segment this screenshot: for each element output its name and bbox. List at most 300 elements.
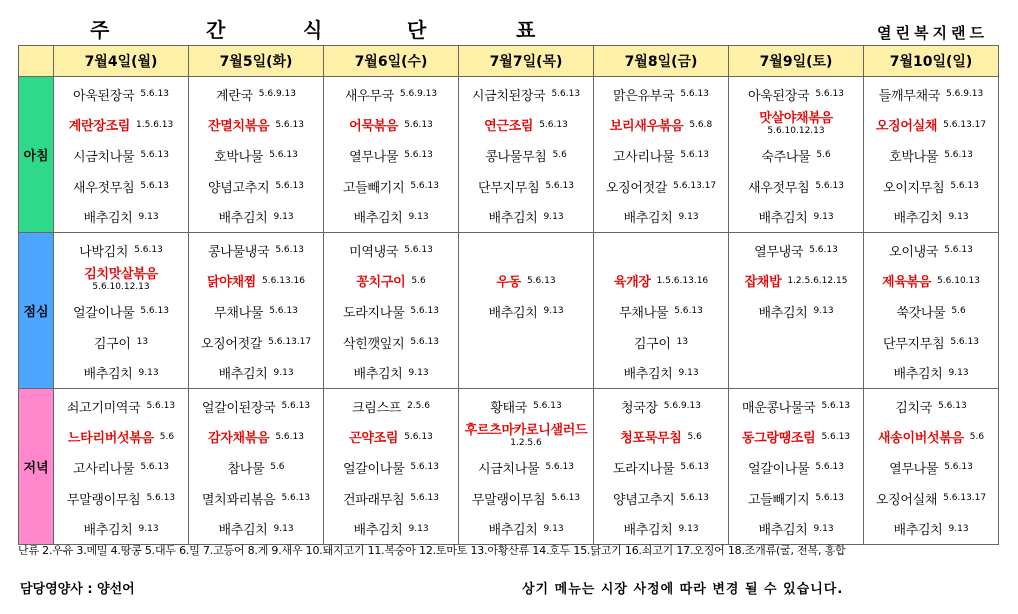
dish-name: 맛살야채볶음 bbox=[759, 110, 833, 126]
allergen-codes: 5.6.13 bbox=[815, 462, 844, 473]
dish-name: 고사리나물 bbox=[613, 149, 675, 165]
dish-name: 크림스프 bbox=[352, 400, 402, 416]
meal-label: 저녁 bbox=[19, 388, 54, 544]
allergen-codes: 1.5.6.13 bbox=[136, 119, 174, 130]
menu-item bbox=[189, 452, 323, 483]
allergen-codes: 5.6.13 bbox=[680, 462, 709, 473]
allergen-codes: 5.6 bbox=[270, 462, 285, 473]
menu-item bbox=[324, 266, 458, 297]
menu-item bbox=[729, 79, 863, 110]
menu-item bbox=[594, 452, 728, 483]
dish-name: 오징어젓갈 bbox=[200, 336, 263, 352]
dish-name: 배추김치 bbox=[893, 211, 943, 227]
dish-name: 동그랑땡조림 bbox=[741, 431, 816, 447]
menu-item bbox=[189, 140, 323, 171]
menu-item bbox=[54, 79, 188, 110]
menu-item bbox=[189, 110, 323, 141]
menu-item bbox=[459, 422, 593, 453]
allergen-codes: 9.13 bbox=[813, 523, 834, 534]
menu-item bbox=[54, 327, 188, 358]
dish-name: 무채나물 bbox=[619, 305, 669, 321]
menu-item bbox=[324, 452, 458, 483]
menu-item bbox=[864, 201, 998, 232]
dish-name: 우동 bbox=[496, 275, 521, 291]
corner-cell bbox=[19, 46, 54, 77]
dish-name: 얼갈이나물 bbox=[73, 305, 135, 321]
dish-name: 참나물 bbox=[227, 461, 265, 477]
allergen-codes: 5.6.13 bbox=[275, 431, 304, 442]
dish-name: 오징어실채 bbox=[875, 119, 938, 135]
dish-name: 시금치된장국 bbox=[471, 88, 546, 104]
dish-name: 계란장조림 bbox=[68, 119, 131, 135]
dish-name: 배추김치 bbox=[758, 305, 808, 321]
allergen-codes: 5.6.9.13 bbox=[946, 89, 984, 100]
dish-name: 배추김치 bbox=[758, 523, 808, 539]
allergen-codes: 5.6 bbox=[552, 150, 567, 161]
allergen-codes: 5.6.13 bbox=[944, 245, 973, 256]
menu-item bbox=[54, 296, 188, 327]
allergen-codes: 5.6.13.17 bbox=[268, 337, 312, 348]
allergen-codes: 2.5.6 bbox=[407, 401, 430, 412]
menu-item bbox=[864, 79, 998, 110]
allergen-codes: 1.2.5.6 bbox=[510, 437, 542, 448]
menu-item bbox=[594, 513, 728, 544]
day-header: 7월8일(금) bbox=[594, 46, 729, 77]
dish-name: 얼갈이나물 bbox=[748, 461, 810, 477]
dish-name: 곤약조림 bbox=[349, 431, 399, 447]
menu-item bbox=[459, 171, 593, 202]
menu-item bbox=[324, 357, 458, 388]
meal-row bbox=[19, 388, 999, 544]
menu-item bbox=[324, 483, 458, 514]
allergen-codes: 5.6.13 bbox=[281, 493, 311, 504]
dish-name: 계란국 bbox=[216, 88, 253, 104]
menu-item bbox=[864, 296, 998, 327]
day-header: 7월9일(토) bbox=[729, 46, 864, 77]
day-header: 7월4일(월) bbox=[54, 46, 189, 77]
dish-name: 열무나물 bbox=[349, 149, 399, 165]
dish-name: 어묵볶음 bbox=[349, 119, 399, 135]
menu-item bbox=[729, 513, 863, 544]
menu-item bbox=[594, 140, 728, 171]
allergen-codes: 5.6 bbox=[687, 431, 702, 442]
allergen-codes: 5.6.13 bbox=[539, 119, 568, 130]
allergen-codes: 5.6.13 bbox=[269, 150, 298, 161]
menu-change-notice: 상기 메뉴는 시장 사정에 따라 변경 될 수 있습니다. bbox=[522, 582, 844, 597]
allergen-codes: 5.6.10.13 bbox=[937, 275, 980, 286]
allergen-codes: 5.6.13 bbox=[275, 245, 304, 256]
menu-item bbox=[594, 327, 728, 358]
allergen-codes: 5.6 bbox=[159, 431, 175, 442]
menu-item bbox=[189, 513, 323, 544]
allergen-codes: 9.13 bbox=[273, 211, 294, 222]
menu-cell bbox=[54, 232, 189, 388]
dish-name: 도라지나물 bbox=[613, 461, 675, 477]
allergen-codes: 5.6.13 bbox=[526, 275, 556, 286]
allergen-codes: 5.6.13.17 bbox=[673, 181, 717, 192]
menu-item bbox=[729, 327, 863, 358]
menu-cell bbox=[729, 77, 864, 233]
allergen-codes: 5.6.13 bbox=[533, 401, 562, 412]
allergen-codes: 5.6.13 bbox=[674, 306, 703, 317]
allergen-codes: 5.6.13 bbox=[140, 306, 169, 317]
allergen-codes: 13 bbox=[676, 337, 689, 348]
allergen-codes: 9.13 bbox=[813, 211, 834, 222]
page-title-char: 식 bbox=[303, 18, 323, 42]
menu-item bbox=[189, 327, 323, 358]
menu-cell bbox=[729, 388, 864, 544]
meal-row bbox=[19, 77, 999, 233]
dish-name: 배추김치 bbox=[218, 523, 268, 539]
allergen-codes: 1.2.5.6.12.15 bbox=[787, 275, 848, 286]
dish-name: 느타리버섯볶음 bbox=[67, 431, 154, 447]
menu-item bbox=[189, 422, 323, 453]
menu-item bbox=[459, 483, 593, 514]
dish-name: 배추김치 bbox=[353, 367, 403, 383]
menu-cell bbox=[459, 77, 594, 233]
dish-name: 들깨무채국 bbox=[878, 88, 941, 104]
menu-item bbox=[864, 483, 998, 514]
allergen-codes: 5.6.13 bbox=[680, 89, 709, 100]
page-title-char: 단 bbox=[407, 18, 427, 42]
menu-item bbox=[54, 452, 188, 483]
menu-item bbox=[729, 171, 863, 202]
allergen-codes: 5.6.13 bbox=[821, 431, 851, 442]
page-header bbox=[0, 0, 1018, 44]
allergen-codes: 5.6.13 bbox=[146, 401, 176, 412]
menu-item bbox=[324, 296, 458, 327]
dish-name: 무채나물 bbox=[214, 305, 264, 321]
dish-name: 후르츠마카로니샐러드 bbox=[464, 422, 588, 438]
menu-cell bbox=[189, 77, 324, 233]
allergen-codes: 9.13 bbox=[948, 523, 969, 534]
allergen-codes: 5.6.13 bbox=[821, 401, 851, 412]
menu-item bbox=[54, 235, 188, 266]
menu-cell bbox=[54, 77, 189, 233]
menu-cell bbox=[594, 232, 729, 388]
menu-item bbox=[189, 296, 323, 327]
allergen-codes: 5.6.13 bbox=[140, 150, 169, 161]
dish-name: 열무나물 bbox=[889, 461, 939, 477]
menu-item bbox=[594, 483, 728, 514]
menu-item bbox=[459, 79, 593, 110]
menu-item bbox=[459, 296, 593, 327]
allergen-codes: 9.13 bbox=[138, 367, 159, 378]
allergen-codes: 9.13 bbox=[948, 367, 969, 378]
menu-item bbox=[189, 357, 323, 388]
menu-item bbox=[459, 391, 593, 422]
dish-name: 육개장 bbox=[613, 275, 651, 291]
dish-name: 배추김치 bbox=[83, 367, 133, 383]
dish-name: 시금치나물 bbox=[478, 461, 540, 477]
allergen-codes: 5.6.13.17 bbox=[943, 493, 987, 504]
allergen-codes: 5.6.13 bbox=[275, 119, 304, 130]
allergen-codes: 5.6.13.16 bbox=[262, 275, 305, 286]
menu-item bbox=[864, 327, 998, 358]
allergen-codes: 1.5.6.13.16 bbox=[656, 275, 709, 286]
menu-item bbox=[729, 235, 863, 266]
dish-name: 오징어젓갈 bbox=[605, 180, 668, 196]
menu-cell bbox=[864, 388, 999, 544]
menu-item bbox=[594, 357, 728, 388]
page-title-char: 주 bbox=[90, 18, 110, 42]
menu-item bbox=[54, 391, 188, 422]
dish-name: 삭힌깻잎지 bbox=[343, 336, 405, 352]
day-header: 7월10일(일) bbox=[864, 46, 999, 77]
dish-name: 보리새우볶음 bbox=[609, 119, 684, 135]
dish-name: 제육볶음 bbox=[882, 275, 932, 291]
menu-item bbox=[729, 201, 863, 232]
allergen-codes: 5.6 bbox=[816, 150, 831, 161]
menu-item bbox=[54, 201, 188, 232]
menu-item bbox=[54, 110, 188, 141]
menu-item bbox=[729, 266, 863, 297]
allergen-codes: 5.6.13 bbox=[140, 462, 169, 473]
dish-name: 매운콩나물국 bbox=[741, 400, 816, 416]
dish-name: 시금치나물 bbox=[73, 149, 135, 165]
menu-item bbox=[54, 513, 188, 544]
allergen-codes: 9.13 bbox=[543, 306, 564, 317]
dish-name: 오징어실채 bbox=[875, 492, 938, 508]
menu-item bbox=[324, 171, 458, 202]
menu-item bbox=[324, 513, 458, 544]
menu-item bbox=[864, 140, 998, 171]
dish-name: 황태국 bbox=[490, 400, 528, 416]
menu-body bbox=[19, 77, 999, 545]
menu-item bbox=[729, 296, 863, 327]
allergen-codes: 9.13 bbox=[138, 211, 159, 222]
dish-name: 호박나물 bbox=[214, 149, 264, 165]
menu-item bbox=[864, 235, 998, 266]
meal-label: 점심 bbox=[19, 232, 54, 388]
allergen-codes: 5.6.13 bbox=[410, 181, 439, 192]
dish-name: 청포묵무침 bbox=[620, 431, 682, 447]
dish-name: 아욱된장국 bbox=[748, 88, 810, 104]
allergen-codes: 5.6.9.13 bbox=[258, 89, 296, 100]
menu-item bbox=[459, 327, 593, 358]
menu-item bbox=[324, 391, 458, 422]
menu-item bbox=[594, 235, 728, 266]
allergen-codes: 5.6.13 bbox=[944, 150, 973, 161]
allergen-codes: 9.13 bbox=[813, 306, 834, 317]
dish-name: 잔멸치볶음 bbox=[208, 119, 270, 135]
menu-item bbox=[594, 391, 728, 422]
menu-item bbox=[189, 391, 323, 422]
menu-item bbox=[594, 266, 728, 297]
menu-item bbox=[189, 483, 323, 514]
allergen-codes: 5.6.13 bbox=[809, 245, 838, 256]
dish-name: 배추김치 bbox=[218, 211, 268, 227]
dish-name: 양념고추지 bbox=[208, 180, 270, 196]
dish-name: 배추김치 bbox=[353, 523, 403, 539]
menu-cell bbox=[324, 388, 459, 544]
allergen-codes: 5.6.13 bbox=[410, 337, 439, 348]
allergen-codes: 5.6.13 bbox=[680, 150, 709, 161]
menu-item bbox=[729, 483, 863, 514]
allergen-codes: 13 bbox=[136, 337, 149, 348]
dish-name: 단무지무침 bbox=[478, 180, 540, 196]
allergen-codes: 5.6.13 bbox=[815, 181, 844, 192]
allergen-codes: 5.6.13 bbox=[815, 89, 844, 100]
menu-item bbox=[729, 140, 863, 171]
menu-item bbox=[54, 422, 188, 453]
menu-cell bbox=[729, 232, 864, 388]
menu-item bbox=[594, 79, 728, 110]
allergen-codes: 5.6.13 bbox=[551, 493, 581, 504]
menu-cell bbox=[864, 77, 999, 233]
allergen-codes: 5.6 bbox=[951, 306, 966, 317]
allergen-codes: 5.6.13 bbox=[410, 306, 439, 317]
dish-name: 호박나물 bbox=[889, 149, 939, 165]
dish-name: 배추김치 bbox=[623, 367, 673, 383]
allergen-codes: 9.13 bbox=[273, 523, 294, 534]
allergen-codes: 5.6.13 bbox=[275, 181, 304, 192]
menu-item bbox=[729, 110, 863, 141]
allergen-codes: 9.13 bbox=[408, 211, 429, 222]
allergen-codes: 5.6.13 bbox=[404, 119, 433, 130]
dish-name: 새우젓무침 bbox=[73, 180, 135, 196]
dish-name: 배추김치 bbox=[353, 211, 403, 227]
allergen-codes: 5.6.8 bbox=[689, 119, 713, 130]
dish-name: 오이지무침 bbox=[883, 180, 945, 196]
dish-name: 배추김치 bbox=[83, 523, 133, 539]
dish-name: 배추김치 bbox=[623, 523, 673, 539]
menu-item bbox=[459, 357, 593, 388]
allergen-codes: 5.6.13 bbox=[938, 401, 967, 412]
menu-item bbox=[729, 452, 863, 483]
allergen-codes: 5.6.13 bbox=[140, 181, 169, 192]
menu-item bbox=[864, 452, 998, 483]
weekly-menu-table bbox=[18, 45, 999, 545]
allergen-codes: 9.13 bbox=[408, 523, 429, 534]
brand-name: 열린복지랜드 bbox=[877, 24, 988, 42]
dish-name: 김구이 bbox=[93, 336, 131, 352]
dish-name: 배추김치 bbox=[758, 211, 808, 227]
menu-item bbox=[864, 171, 998, 202]
dish-name: 배추김치 bbox=[218, 367, 268, 383]
menu-cell bbox=[189, 388, 324, 544]
dish-name: 무말랭이무침 bbox=[66, 492, 141, 508]
dish-name: 단무지무침 bbox=[883, 336, 945, 352]
dish-name: 오이냉국 bbox=[889, 244, 939, 260]
menu-item bbox=[594, 296, 728, 327]
allergen-codes: 9.13 bbox=[678, 523, 699, 534]
day-header: 7월7일(목) bbox=[459, 46, 594, 77]
dish-name: 고사리나물 bbox=[73, 461, 135, 477]
dish-name: 쇠고기미역국 bbox=[66, 400, 141, 416]
menu-cell bbox=[324, 232, 459, 388]
menu-item bbox=[594, 110, 728, 141]
menu-item bbox=[459, 513, 593, 544]
allergen-codes: 5.6.13 bbox=[410, 462, 439, 473]
allergen-codes: 5.6 bbox=[411, 275, 426, 286]
allergen-codes: 9.13 bbox=[948, 211, 969, 222]
dish-name: 쑥갓나물 bbox=[896, 305, 946, 321]
allergen-codes: 5.6.13 bbox=[950, 337, 979, 348]
dish-name: 고들빼기지 bbox=[748, 492, 810, 508]
menu-cell bbox=[594, 388, 729, 544]
allergen-codes: 5.6.13 bbox=[545, 462, 574, 473]
allergen-codes: 5.6.10.12.13 bbox=[767, 125, 825, 136]
menu-item bbox=[189, 201, 323, 232]
menu-item bbox=[54, 266, 188, 297]
menu-item bbox=[864, 357, 998, 388]
dish-name: 잡채밥 bbox=[744, 275, 782, 291]
dish-name: 배추김치 bbox=[623, 211, 673, 227]
menu-item bbox=[459, 140, 593, 171]
dish-name: 연근조림 bbox=[484, 119, 534, 135]
menu-cell bbox=[459, 232, 594, 388]
menu-item bbox=[189, 79, 323, 110]
menu-item bbox=[324, 422, 458, 453]
meal-label: 아침 bbox=[19, 77, 54, 233]
allergen-codes: 5.6.13.17 bbox=[943, 119, 987, 130]
dish-name: 배추김치 bbox=[893, 367, 943, 383]
menu-item bbox=[864, 266, 998, 297]
day-header: 7월6일(수) bbox=[324, 46, 459, 77]
dish-name: 미역냉국 bbox=[349, 244, 399, 260]
dish-name: 김치맛살볶음 bbox=[84, 266, 158, 282]
dish-name: 새우젓무침 bbox=[748, 180, 810, 196]
allergen-codes: 5.6.13 bbox=[680, 493, 709, 504]
dish-name: 배추김치 bbox=[488, 305, 538, 321]
menu-item bbox=[324, 201, 458, 232]
allergen-codes: 9.13 bbox=[678, 367, 699, 378]
dish-name: 청국장 bbox=[621, 400, 658, 416]
allergen-codes: 9.13 bbox=[678, 211, 699, 222]
dish-name: 김치국 bbox=[895, 400, 933, 416]
menu-item bbox=[324, 235, 458, 266]
menu-item bbox=[864, 110, 998, 141]
menu-item bbox=[54, 483, 188, 514]
menu-item bbox=[459, 452, 593, 483]
allergen-codes: 5.6.13 bbox=[404, 245, 433, 256]
allergen-codes: 5.6 bbox=[969, 431, 985, 442]
menu-item bbox=[459, 201, 593, 232]
menu-item bbox=[54, 357, 188, 388]
allergen-codes: 5.6.13 bbox=[410, 493, 439, 504]
allergen-codes: 5.6.13 bbox=[134, 245, 163, 256]
dish-name: 감자채볶음 bbox=[208, 431, 270, 447]
dish-name: 꽁치구이 bbox=[356, 275, 406, 291]
dish-name: 콩나물무침 bbox=[485, 149, 547, 165]
dish-name: 건파래무침 bbox=[343, 492, 405, 508]
allergen-codes: 5.6.13 bbox=[281, 401, 311, 412]
allergen-codes: 5.6.9.13 bbox=[663, 401, 701, 412]
menu-item bbox=[459, 266, 593, 297]
menu-item bbox=[864, 391, 998, 422]
menu-item bbox=[324, 327, 458, 358]
menu-cell bbox=[324, 77, 459, 233]
dish-name: 멸치꽈리볶음 bbox=[201, 492, 276, 508]
menu-item bbox=[189, 235, 323, 266]
dish-name: 콩나물냉국 bbox=[208, 244, 270, 260]
menu-item bbox=[54, 140, 188, 171]
allergen-codes: 9.13 bbox=[543, 523, 564, 534]
menu-item bbox=[594, 171, 728, 202]
allergen-codes: 5.6.13 bbox=[146, 493, 176, 504]
dish-name: 얼갈이나물 bbox=[343, 461, 405, 477]
menu-item bbox=[324, 79, 458, 110]
allergen-codes: 5.6.13 bbox=[815, 493, 844, 504]
dish-name: 아욱된장국 bbox=[73, 88, 135, 104]
dish-name: 양념고추지 bbox=[613, 492, 675, 508]
allergen-codes: 5.6.13 bbox=[551, 89, 581, 100]
dish-name: 배추김치 bbox=[893, 523, 943, 539]
dish-name: 숙주나물 bbox=[761, 149, 811, 165]
allergen-codes: 9.13 bbox=[543, 211, 564, 222]
allergen-codes: 5.6.13 bbox=[269, 306, 298, 317]
